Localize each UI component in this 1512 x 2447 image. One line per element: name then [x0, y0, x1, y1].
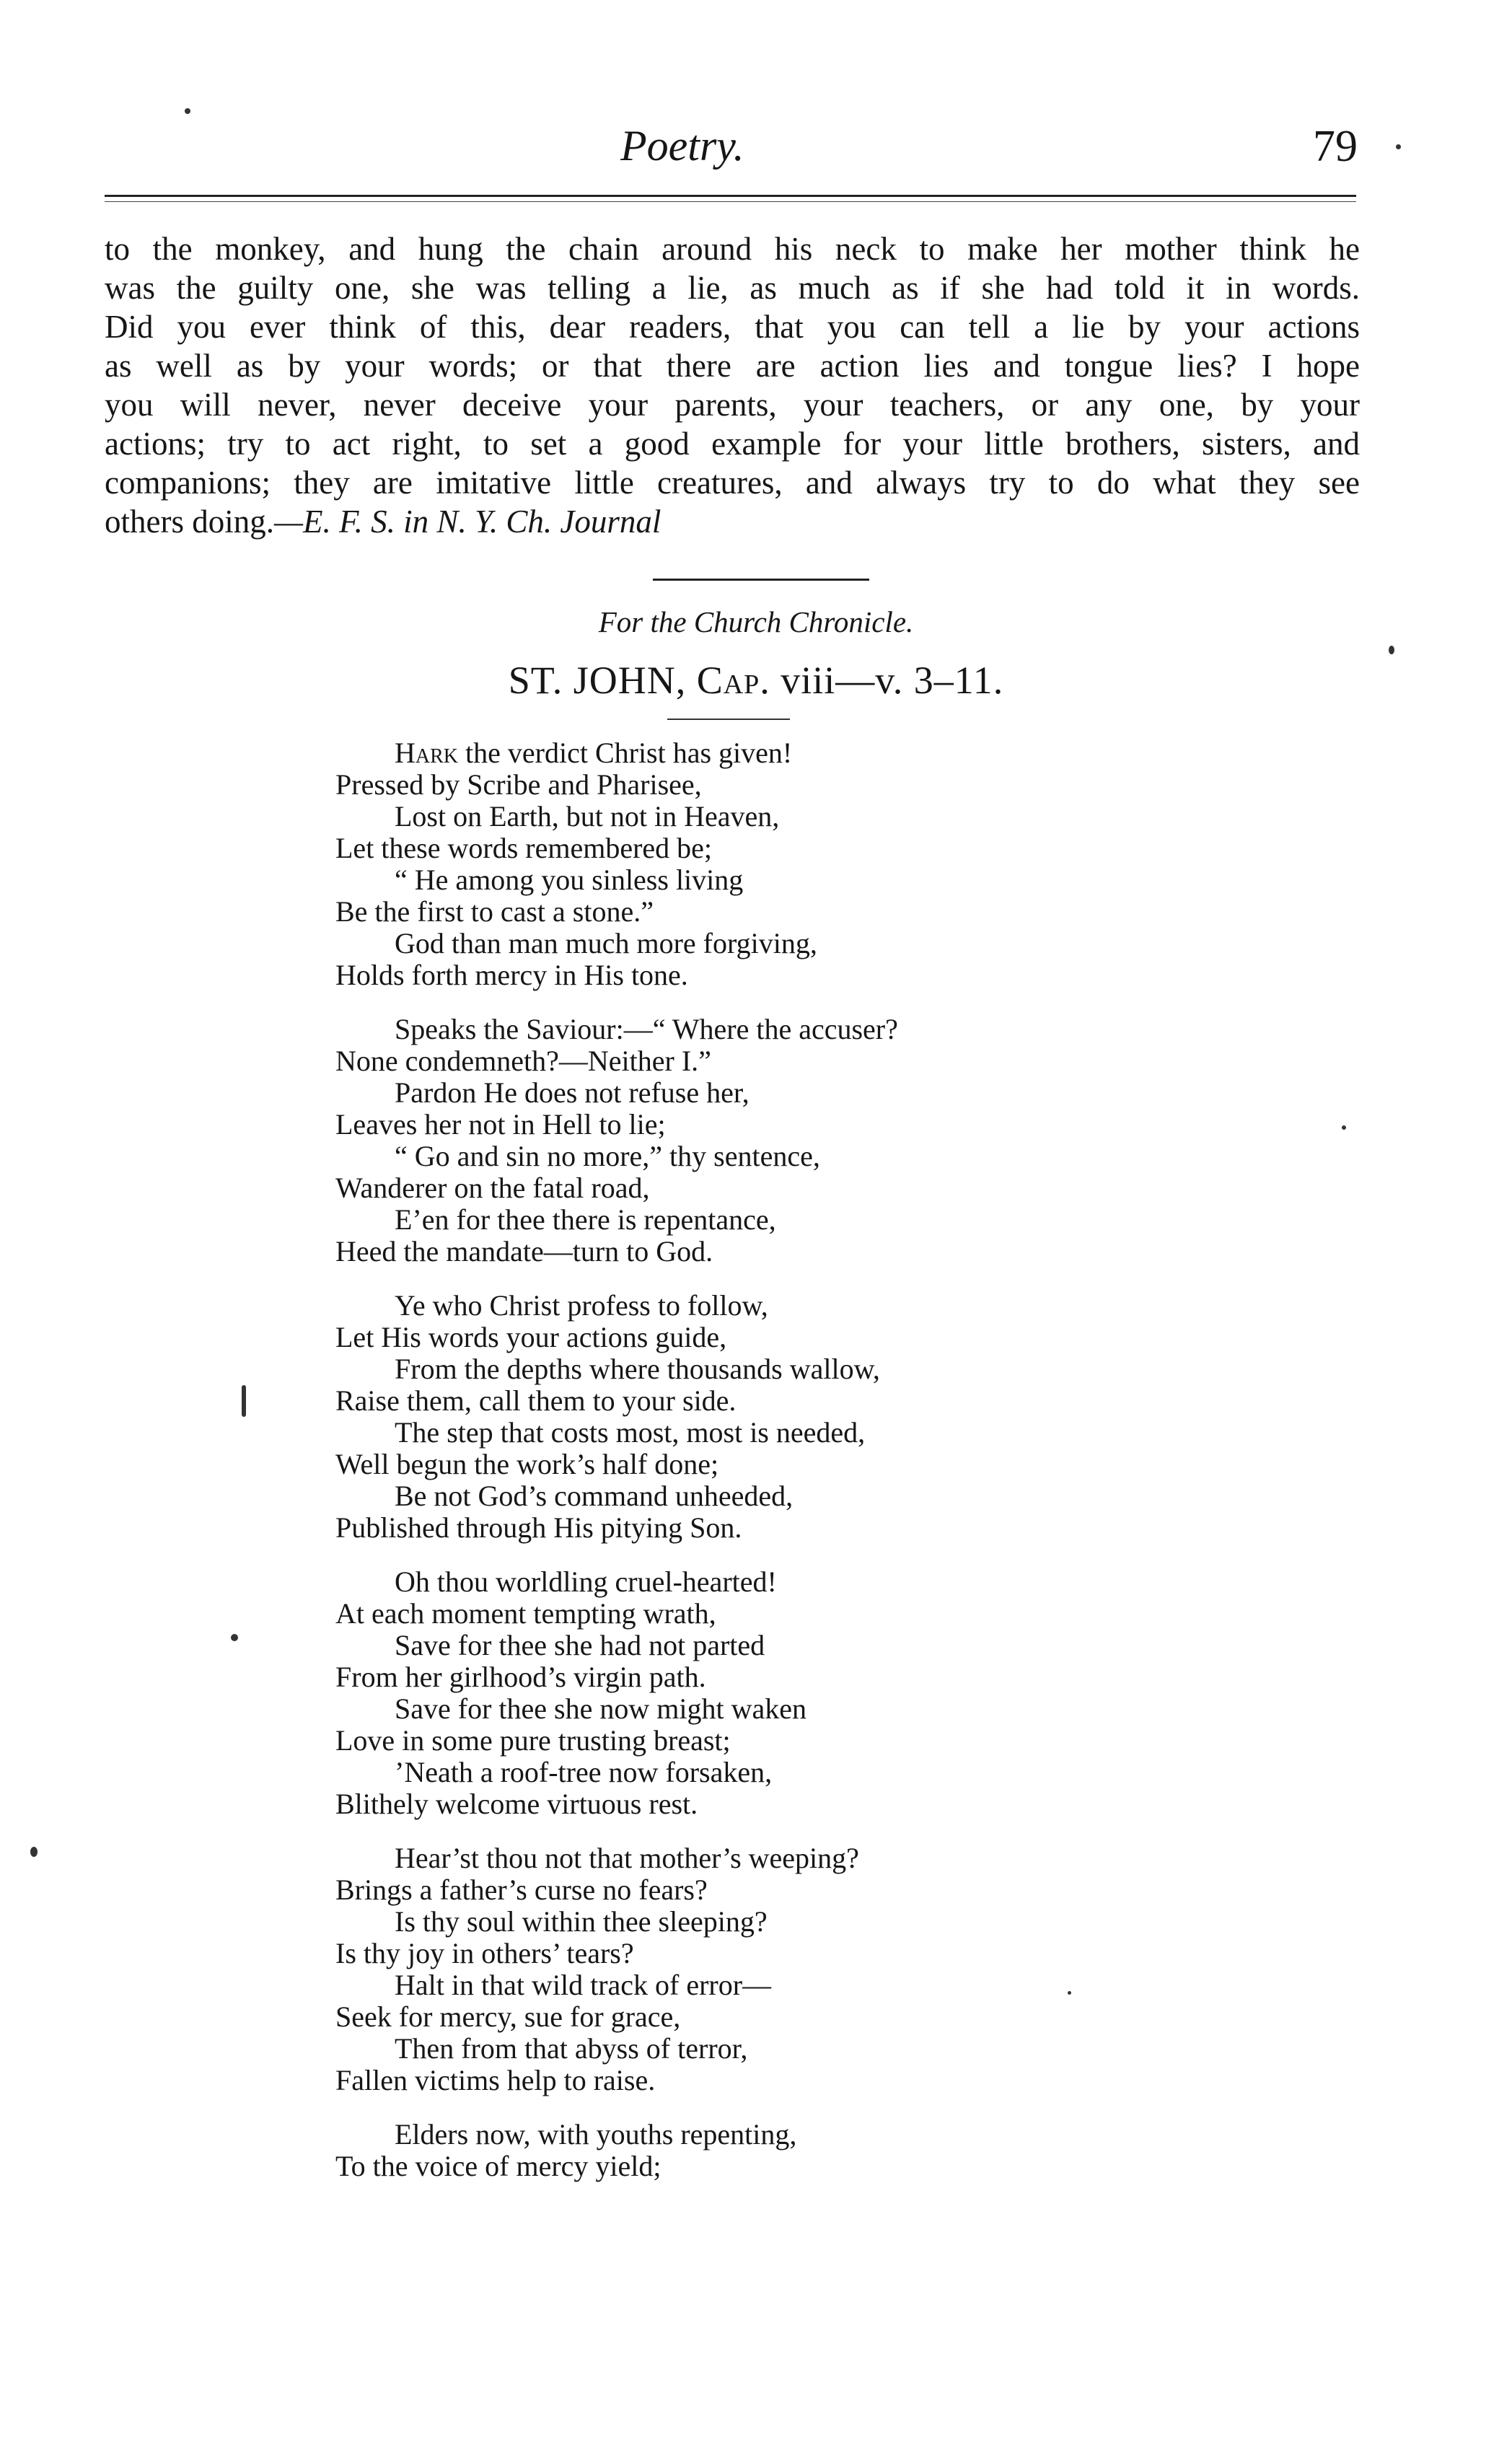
poem-line: Be not God’s command unheeded,: [395, 1480, 794, 1512]
page-number: 79: [1313, 122, 1358, 171]
poem-stanza: [335, 1842, 1345, 2096]
prose-line: Did you ever think of this, dear readers, that you can tell a lie by your actions: [105, 309, 1360, 345]
poem-line: Let these words remembered be;: [335, 832, 713, 864]
poem-line: Published through His pitying Son.: [335, 1511, 742, 1544]
header-rule: [105, 195, 1356, 202]
poem-line: Raise them, call them to your side.: [335, 1384, 737, 1417]
poem-first-line-rest: the verdict Christ has given!: [458, 737, 793, 769]
poem-line: From the depths where thousands wallow,: [395, 1353, 880, 1385]
poem-line: Well begun the work’s half done;: [335, 1448, 719, 1480]
poem-line: Brings a father’s curse no fears?: [335, 1873, 708, 1906]
poem-line: God than man much more forgiving,: [395, 927, 817, 959]
prose-line: as well as by your words; or that there are action lies and tongue lies? I hope: [105, 348, 1360, 384]
poem-line: The step that costs most, most is needed,: [395, 1416, 866, 1449]
prose-line: was the guilty one, she was telling a lie, as much as if she had told it in words.: [105, 270, 1360, 306]
title-rule: [667, 719, 790, 720]
poem-line: Pardon He does not refuse her,: [395, 1076, 750, 1109]
prose-paragraph: [105, 229, 1360, 541]
poem-line: Then from that abyss of terror,: [395, 2032, 748, 2065]
poem-line: None condemneth?—Neither I.”: [335, 1045, 711, 1077]
poem-line: Blithely welcome virtuous rest.: [335, 1788, 698, 1820]
poem-line: Elders now, with youths repenting,: [395, 2118, 797, 2151]
running-head: [0, 115, 1512, 173]
print-speck: [1342, 1125, 1346, 1130]
poem-line: “ Go and sin no more,” thy sentence,: [395, 1140, 820, 1172]
prose-line: companions; they are imitative little creatures, and always try to do what they see: [105, 465, 1360, 501]
poem-body: [335, 737, 1345, 2205]
poem-line: At each moment tempting wrath,: [335, 1597, 716, 1630]
poem-stanza: [335, 1566, 1345, 1820]
prose-line: to the monkey, and hung the chain around his neck to make her mother think he: [105, 231, 1360, 267]
section-rule: [653, 579, 869, 581]
poem-line: From her girlhood’s virgin path.: [335, 1661, 706, 1693]
poem-line: Halt in that wild track of error—: [395, 1969, 772, 2001]
poem-line: Pressed by Scribe and Pharisee,: [335, 768, 702, 801]
poem-line: Ye who Christ profess to follow,: [395, 1289, 768, 1322]
poem-title-verses: viii—v. 3–11.: [781, 659, 1004, 702]
print-speck: [1389, 646, 1394, 654]
poem-line: Holds forth mercy in His tone.: [335, 959, 688, 991]
prose-credit: —E. F. S. in N. Y. Ch. Journal: [273, 504, 662, 540]
poem-stanza: [335, 2119, 1345, 2182]
poem-line: Lost on Earth, but not in Heaven,: [395, 800, 780, 832]
poem-line: ’Neath a roof-tree now forsaken,: [395, 1756, 773, 1788]
poem-line: Speaks the Saviour:—“ Where the accuser?: [395, 1013, 898, 1045]
print-speck: [1068, 1991, 1071, 1995]
poem-title: [0, 658, 1512, 703]
print-speck: [231, 1634, 238, 1641]
prose-line: you will never, never deceive your parents, your teachers, or any one, by your: [105, 387, 1360, 423]
print-speck: [242, 1385, 246, 1417]
poem-line: Hear’st thou not that mother’s weeping?: [395, 1842, 859, 1874]
poem-line: Seek for mercy, sue for grace,: [335, 2000, 681, 2033]
poem-title-name: ST. JOHN,: [508, 659, 687, 702]
poem-line: “ He among you sinless living: [395, 864, 744, 896]
poem-line: Love in some pure trusting breast;: [335, 1724, 731, 1757]
poem-line: E’en for thee there is repentance,: [395, 1203, 776, 1236]
poem-line: Heed the mandate—turn to God.: [335, 1235, 713, 1268]
poem-line: [335, 737, 1345, 769]
prose-line: actions; try to act right, to set a good example for your little brothers, sisters, and: [105, 426, 1360, 462]
poem-line: Oh thou worldling cruel-hearted!: [395, 1565, 777, 1598]
poem-line: Leaves her not in Hell to lie;: [335, 1108, 666, 1141]
prose-line-last: [105, 502, 1360, 541]
poem-title-chapter: Cap.: [696, 659, 770, 702]
print-speck: [1396, 144, 1401, 149]
poem-line: Save for thee she had not parted: [395, 1629, 765, 1661]
source-line: For the Church Chronicle.: [598, 605, 914, 638]
print-speck: [30, 1847, 38, 1857]
poem-stanza: [335, 737, 1345, 991]
running-title: Poetry.: [620, 122, 744, 170]
poem-line: Save for thee she now might waken: [395, 1692, 806, 1725]
poem-first-word: Hark: [395, 737, 459, 769]
poem-line: Fallen victims help to raise.: [335, 2064, 656, 2096]
poem-line: To the voice of mercy yield;: [335, 2150, 662, 2182]
print-speck: [185, 108, 190, 114]
poem-line: Wanderer on the fatal road,: [335, 1172, 650, 1204]
poem-stanza: [335, 1290, 1345, 1544]
poem-line: Be the first to cast a stone.”: [335, 895, 654, 928]
poem-line: Let His words your actions guide,: [335, 1321, 727, 1353]
poem-stanza: [335, 1014, 1345, 1268]
poem-line: Is thy soul within thee sleeping?: [395, 1905, 768, 1938]
prose-last-words: others doing.: [105, 504, 274, 540]
poem-line: Is thy joy in others’ tears?: [335, 1937, 634, 1969]
